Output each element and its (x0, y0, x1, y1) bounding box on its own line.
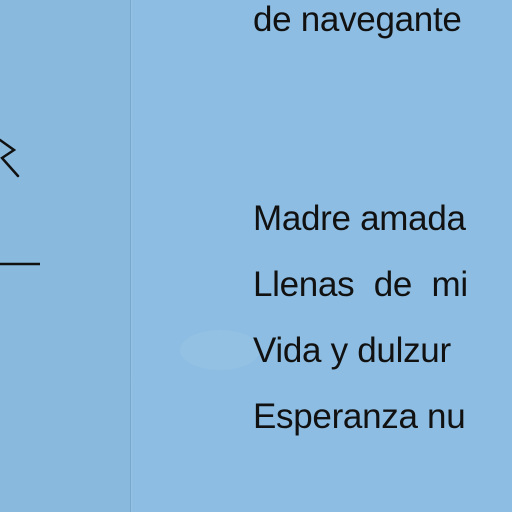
paper-stain (180, 330, 260, 370)
text-line: de navegante (253, 0, 462, 39)
text-line: Esperanza nu (253, 397, 466, 436)
left-fold-panel (0, 0, 130, 512)
text-line: Llenas de mi (253, 265, 468, 304)
paper-fold-line (130, 0, 132, 512)
text-line: Vida y dulzur (253, 331, 451, 370)
handwritten-mark (0, 130, 40, 280)
text-line: Madre amada (253, 199, 466, 238)
